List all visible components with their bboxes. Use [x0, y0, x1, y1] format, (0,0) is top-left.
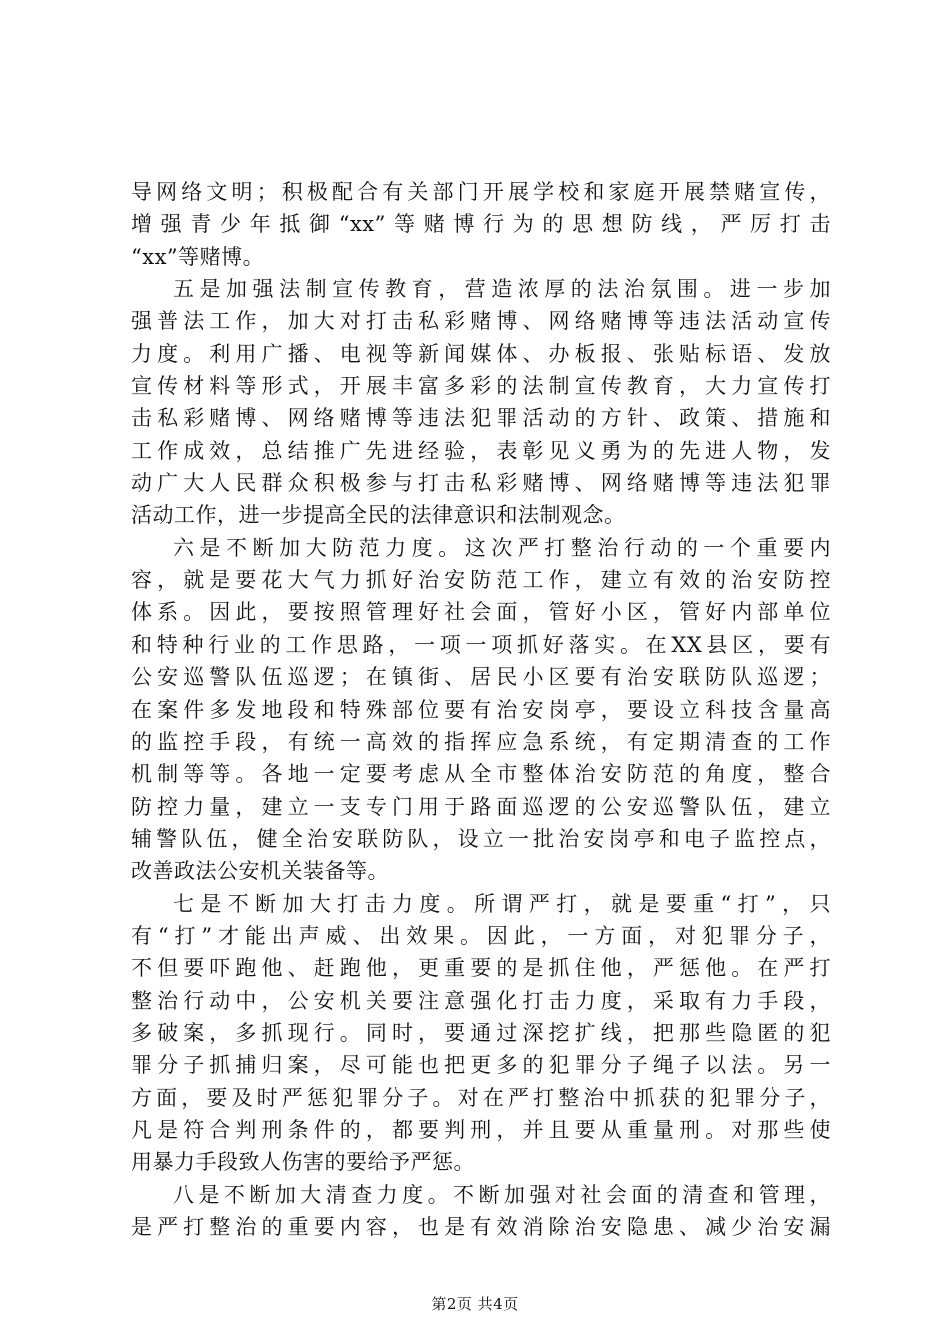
text-line: 八是不断加大清查力度。不断加强对社会面的清查和管理， — [173, 1182, 831, 1207]
text-line: 辅警队伍，健全治安联防队，设立一批治安岗亭和电子监控点， — [131, 826, 831, 851]
text-line: 工作成效，总结推广先进经验，表彰见义勇为的先进人物，发 — [131, 438, 831, 463]
text-line: 罪分子抓捕归案，尽可能也把更多的犯罪分子绳子以法。另一 — [131, 1053, 831, 1078]
page-footer: 第2页 共4页 — [431, 1295, 519, 1313]
text-line: 强普法工作，加大对打击私彩赌博、网络赌博等违法活动宣传 — [131, 309, 831, 334]
text-line: 动广大人民群众积极参与打击私彩赌博、网络赌博等违法犯罪 — [131, 471, 831, 496]
document-body — [131, 176, 831, 1243]
text-line: 力度。利用广播、电视等新闻媒体、办板报、张贴标语、发放 — [131, 341, 831, 366]
text-line: 体系。因此，要按照管理好社会面，管好小区，管好内部单位 — [131, 600, 831, 625]
text-line: 方面，要及时严惩犯罪分子。对在严打整治中抓获的犯罪分子， — [131, 1085, 831, 1110]
text-line: 多破案，多抓现行。同时，要通过深挖扩线，把那些隐匿的犯 — [131, 1020, 831, 1045]
text-line: 的监控手段，有统一高效的指挥应急系统，有定期清查的工作 — [131, 729, 831, 754]
text-line: 击私彩赌博、网络赌博等违法犯罪活动的方针、政策、措施和 — [131, 406, 831, 431]
text-line: 是严打整治的重要内容，也是有效消除治安隐患、减少治安漏 — [131, 1215, 831, 1239]
text-line: 凡是符合判刑条件的，都要判刑，并且要从重量刑。对那些使 — [131, 1117, 831, 1142]
text-line: 不但要吓跑他、赶跑他，更重要的是抓住他，严惩他。在严打 — [131, 956, 831, 981]
text-line: 防控力量，建立一支专门用于路面巡逻的公安巡警队伍，建立 — [131, 794, 831, 819]
text-line: 机制等等。各地一定要考虑从全市整体治安防范的角度，整合 — [131, 762, 831, 787]
text-line: 六是不断加大防范力度。这次严打整治行动的一个重要内 — [173, 535, 831, 560]
text-line: 容，就是要花大气力抓好治安防范工作，建立有效的治安防控 — [131, 568, 831, 593]
text-line: 整治行动中，公安机关要注意强化打击力度，采取有力手段， — [131, 988, 831, 1013]
text-line: 五是加强法制宣传教育，营造浓厚的法治氛围。进一步加 — [173, 277, 831, 302]
text-line: 导网络文明；积极配合有关部门开展学校和家庭开展禁赌宣传， — [131, 180, 831, 204]
text-line: 增强青少年抵御“xx”等赌博行为的思想防线，严厉打击 — [131, 212, 831, 237]
text-line: 七是不断加大打击力度。所谓严打，就是要重“打”，只 — [173, 891, 831, 916]
text-line: 改善政法公安机关装备等。 — [131, 859, 389, 884]
text-line: 用暴力手段致人伤害的要给予严惩。 — [131, 1150, 475, 1175]
text-line: 宣传材料等形式，开展丰富多彩的法制宣传教育，大力宣传打 — [131, 374, 831, 399]
text-line: 有“打”才能出声威、出效果。因此，一方面，对犯罪分子， — [131, 923, 831, 948]
text-line: “xx”等赌博。 — [131, 244, 265, 269]
text-line: 在案件多发地段和特殊部位要有治安岗亭，要设立科技含量高 — [131, 697, 831, 722]
text-line: 活动工作，进一步提高全民的法律意识和法制观念。 — [131, 503, 626, 528]
text-line: 和特种行业的工作思路，一项一项抓好落实。在XX县区，要有 — [131, 632, 831, 657]
text-line: 公安巡警队伍巡逻；在镇街、居民小区要有治安联防队巡逻； — [131, 665, 831, 690]
